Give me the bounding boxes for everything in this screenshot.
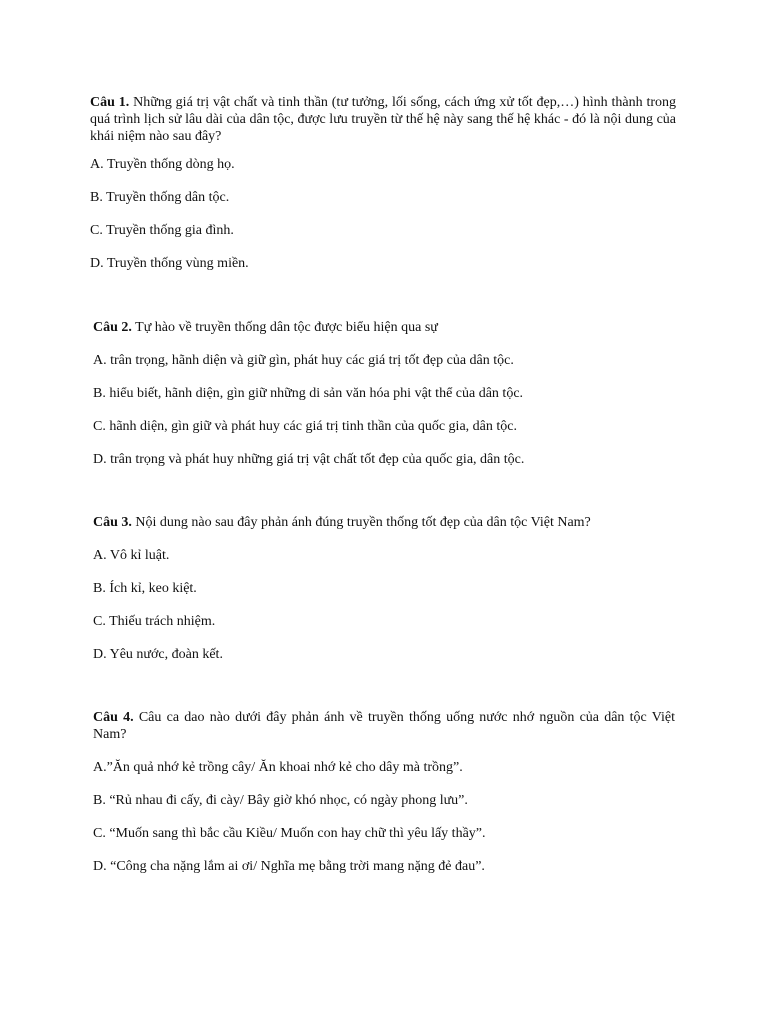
question-label: Câu 2. bbox=[93, 320, 132, 335]
option-a: A. trân trọng, hãnh diện và giữ gìn, phát huy các giá trị tốt đẹp của dân tộc. bbox=[93, 353, 514, 368]
question-stem bbox=[93, 514, 679, 531]
option-a: A.”Ăn quả nhớ kẻ trồng cây/ Ăn khoai nhớ kẻ cho dây mà trồng”. bbox=[93, 760, 463, 775]
question-2 bbox=[93, 319, 679, 468]
option-c: C. hãnh diện, gìn giữ và phát huy các giá trị tinh thần của quốc gia, dân tộc. bbox=[93, 419, 517, 434]
question-1 bbox=[90, 94, 676, 272]
option-c: C. “Muốn sang thì bắc cầu Kiều/ Muốn con hay chữ thì yêu lấy thầy”. bbox=[93, 826, 486, 841]
question-3 bbox=[93, 514, 679, 663]
option-b: B. “Rủ nhau đi cấy, đi cày/ Bây giờ khó nhọc, có ngày phong lưu”. bbox=[93, 793, 468, 808]
question-text: Nội dung nào sau đây phản ánh đúng truyền thống tốt đẹp của dân tộc Việt Nam? bbox=[131, 515, 591, 530]
question-4 bbox=[93, 709, 675, 875]
question-text: Những giá trị vật chất và tinh thần (tư tưởng, lối sống, cách ứng xử tốt đẹp,…) hình thành trong quá trình lịch sử lâu dài của dân tộc, được lưu truyền từ thế hệ này sang thế hệ khác - đó là nội dung của khái niệm nào sau đây? bbox=[90, 95, 676, 144]
question-stem bbox=[93, 709, 675, 743]
option-a: A. Truyền thống dòng họ. bbox=[90, 157, 235, 172]
option-d: D. Yêu nước, đoàn kết. bbox=[93, 647, 223, 662]
option-b: B. Ích kỉ, keo kiệt. bbox=[93, 581, 197, 596]
question-stem bbox=[93, 319, 679, 336]
option-c: C. Thiếu trách nhiệm. bbox=[93, 614, 216, 629]
question-label: Câu 1. bbox=[90, 95, 130, 110]
option-a: A. Vô kỉ luật. bbox=[93, 548, 170, 563]
option-b: B. Truyền thống dân tộc. bbox=[90, 190, 230, 205]
option-d: D. trân trọng và phát huy những giá trị vật chất tốt đẹp của quốc gia, dân tộc. bbox=[93, 452, 525, 467]
option-b: B. hiểu biết, hãnh diện, gìn giữ những di sản văn hóa phi vật thể của dân tộc. bbox=[93, 386, 524, 401]
option-d: D. “Công cha nặng lắm ai ơi/ Nghĩa mẹ bằng trời mang nặng đẻ đau”. bbox=[93, 859, 485, 874]
question-label: Câu 3. bbox=[93, 515, 132, 530]
question-text: Câu ca dao nào dưới đây phản ánh về truyền thống uống nước nhớ nguồn của dân tộc Việt Nam? bbox=[93, 710, 675, 742]
question-stem bbox=[90, 94, 676, 145]
question-text: Tự hào về truyền thống dân tộc được biểu hiện qua sự bbox=[131, 320, 438, 335]
question-label: Câu 4. bbox=[93, 710, 134, 725]
option-d: D. Truyền thống vùng miền. bbox=[90, 256, 249, 271]
option-c: C. Truyền thống gia đình. bbox=[90, 223, 234, 238]
